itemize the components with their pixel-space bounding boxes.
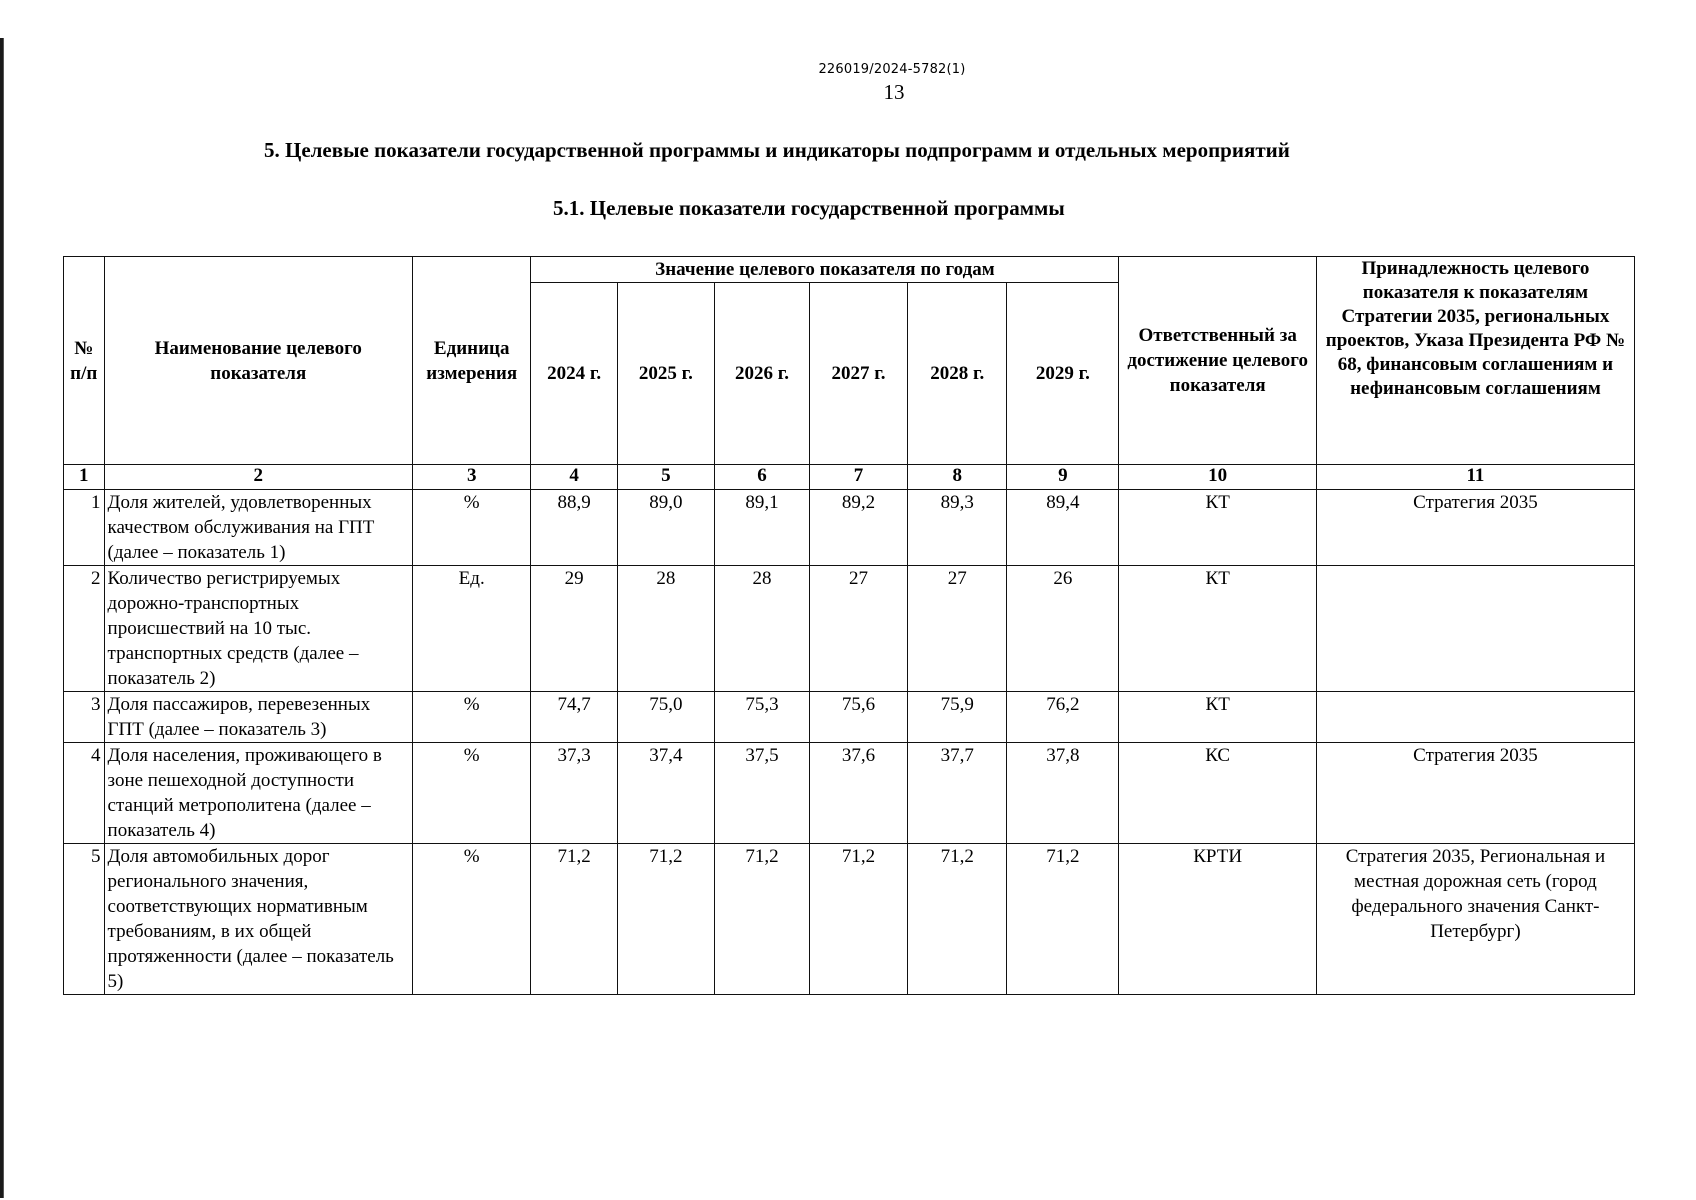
column-number: 5 <box>617 465 714 490</box>
indicator-unit: % <box>412 490 530 566</box>
header-name: Наименование целевого показателя <box>104 257 412 465</box>
column-number: 9 <box>1007 465 1119 490</box>
value-2027: 37,6 <box>809 743 907 844</box>
indicator-name: Доля автомобильных дорог регионального значения, соответствующих нормативным требованиям, в их общей протяженности (далее – показатель 5) <box>104 844 412 995</box>
header-year-2027: 2027 г. <box>809 283 907 465</box>
column-number: 8 <box>908 465 1007 490</box>
document-id-text: 226019/2024-5782(1) <box>818 62 966 77</box>
value-2028: 27 <box>908 566 1007 692</box>
indicator-unit: % <box>412 844 530 995</box>
indicator-name: Доля жителей, удовлетворенных качеством обслуживания на ГПТ (далее – показатель 1) <box>104 490 412 566</box>
row-number: 1 <box>64 490 105 566</box>
table-row <box>64 692 1635 743</box>
column-number: 3 <box>412 465 530 490</box>
value-2024: 71,2 <box>531 844 617 995</box>
table-row <box>64 566 1635 692</box>
responsible: КТ <box>1119 490 1316 566</box>
value-2025: 71,2 <box>617 844 714 995</box>
section-title: 5. Целевые показатели государственной программы и индикаторы подпрограмм и отдельных мероприятий <box>264 138 1290 162</box>
value-2028: 71,2 <box>908 844 1007 995</box>
header-year-2025: 2025 г. <box>617 283 714 465</box>
belonging: Стратегия 2035 <box>1316 743 1634 844</box>
value-2027: 27 <box>809 566 907 692</box>
belonging: Стратегия 2035 <box>1316 490 1634 566</box>
value-2026: 75,3 <box>714 692 809 743</box>
indicator-name: Доля пассажиров, перевезенных ГПТ (далее – показатель 3) <box>104 692 412 743</box>
belonging: Стратегия 2035, Региональная и местная дорожная сеть (город федерального значения Санкт-Петербург) <box>1316 844 1634 995</box>
value-2027: 71,2 <box>809 844 907 995</box>
indicator-unit: % <box>412 692 530 743</box>
column-number: 2 <box>104 465 412 490</box>
belonging <box>1316 692 1634 743</box>
row-number: 5 <box>64 844 105 995</box>
value-2029: 37,8 <box>1007 743 1119 844</box>
value-2029: 71,2 <box>1007 844 1119 995</box>
belonging <box>1316 566 1634 692</box>
table-row <box>64 844 1635 995</box>
value-2025: 37,4 <box>617 743 714 844</box>
header-belonging: Принадлежность целевого показателя к показателям Стратегии 2035, региональных проектов, Указа Президента РФ № 68, финансовым соглашениям и нефинансовым соглашениям <box>1316 257 1634 465</box>
header-no: № п/п <box>64 257 105 465</box>
header-row-1 <box>64 257 1635 283</box>
value-2024: 88,9 <box>531 490 617 566</box>
value-2028: 89,3 <box>908 490 1007 566</box>
scan-edge-artifact <box>0 38 6 1198</box>
header-years-group: Значение целевого показателя по годам <box>531 257 1119 283</box>
responsible: КТ <box>1119 566 1316 692</box>
value-2027: 75,6 <box>809 692 907 743</box>
indicator-name: Доля населения, проживающего в зоне пешеходной доступности станций метрополитена (далее – показатель 4) <box>104 743 412 844</box>
value-2029: 89,4 <box>1007 490 1119 566</box>
column-number: 4 <box>531 465 617 490</box>
value-2029: 76,2 <box>1007 692 1119 743</box>
value-2028: 37,7 <box>908 743 1007 844</box>
value-2029: 26 <box>1007 566 1119 692</box>
value-2025: 75,0 <box>617 692 714 743</box>
subsection-title: 5.1. Целевые показатели государственной программы <box>553 196 1065 220</box>
indicator-name: Количество регистрируемых дорожно-транспортных происшествий на 10 тыс. транспортных средств (далее – показатель 2) <box>104 566 412 692</box>
page-number <box>0 80 1696 105</box>
value-2024: 37,3 <box>531 743 617 844</box>
target-indicators-table <box>63 256 1635 995</box>
value-2024: 74,7 <box>531 692 617 743</box>
indicator-unit: Ед. <box>412 566 530 692</box>
column-numbers-row <box>64 465 1635 490</box>
page-number-text: 13 <box>883 80 905 104</box>
header-year-2028: 2028 г. <box>908 283 1007 465</box>
column-number: 11 <box>1316 465 1634 490</box>
header-responsible: Ответственный за достижение целевого показателя <box>1119 257 1316 465</box>
value-2024: 29 <box>531 566 617 692</box>
column-number: 10 <box>1119 465 1316 490</box>
row-number: 4 <box>64 743 105 844</box>
column-number: 1 <box>64 465 105 490</box>
header-unit: Единица измерения <box>412 257 530 465</box>
column-number: 7 <box>809 465 907 490</box>
row-number: 3 <box>64 692 105 743</box>
responsible: КРТИ <box>1119 844 1316 995</box>
column-number: 6 <box>714 465 809 490</box>
value-2026: 37,5 <box>714 743 809 844</box>
value-2026: 89,1 <box>714 490 809 566</box>
header-year-2024: 2024 г. <box>531 283 617 465</box>
value-2025: 89,0 <box>617 490 714 566</box>
indicator-unit: % <box>412 743 530 844</box>
responsible: КС <box>1119 743 1316 844</box>
value-2027: 89,2 <box>809 490 907 566</box>
value-2026: 71,2 <box>714 844 809 995</box>
value-2025: 28 <box>617 566 714 692</box>
value-2028: 75,9 <box>908 692 1007 743</box>
row-number: 2 <box>64 566 105 692</box>
value-2026: 28 <box>714 566 809 692</box>
header-year-2029: 2029 г. <box>1007 283 1119 465</box>
responsible: КТ <box>1119 692 1316 743</box>
table-row <box>64 490 1635 566</box>
header-year-2026: 2026 г. <box>714 283 809 465</box>
table-row <box>64 743 1635 844</box>
document-id <box>0 62 1696 77</box>
